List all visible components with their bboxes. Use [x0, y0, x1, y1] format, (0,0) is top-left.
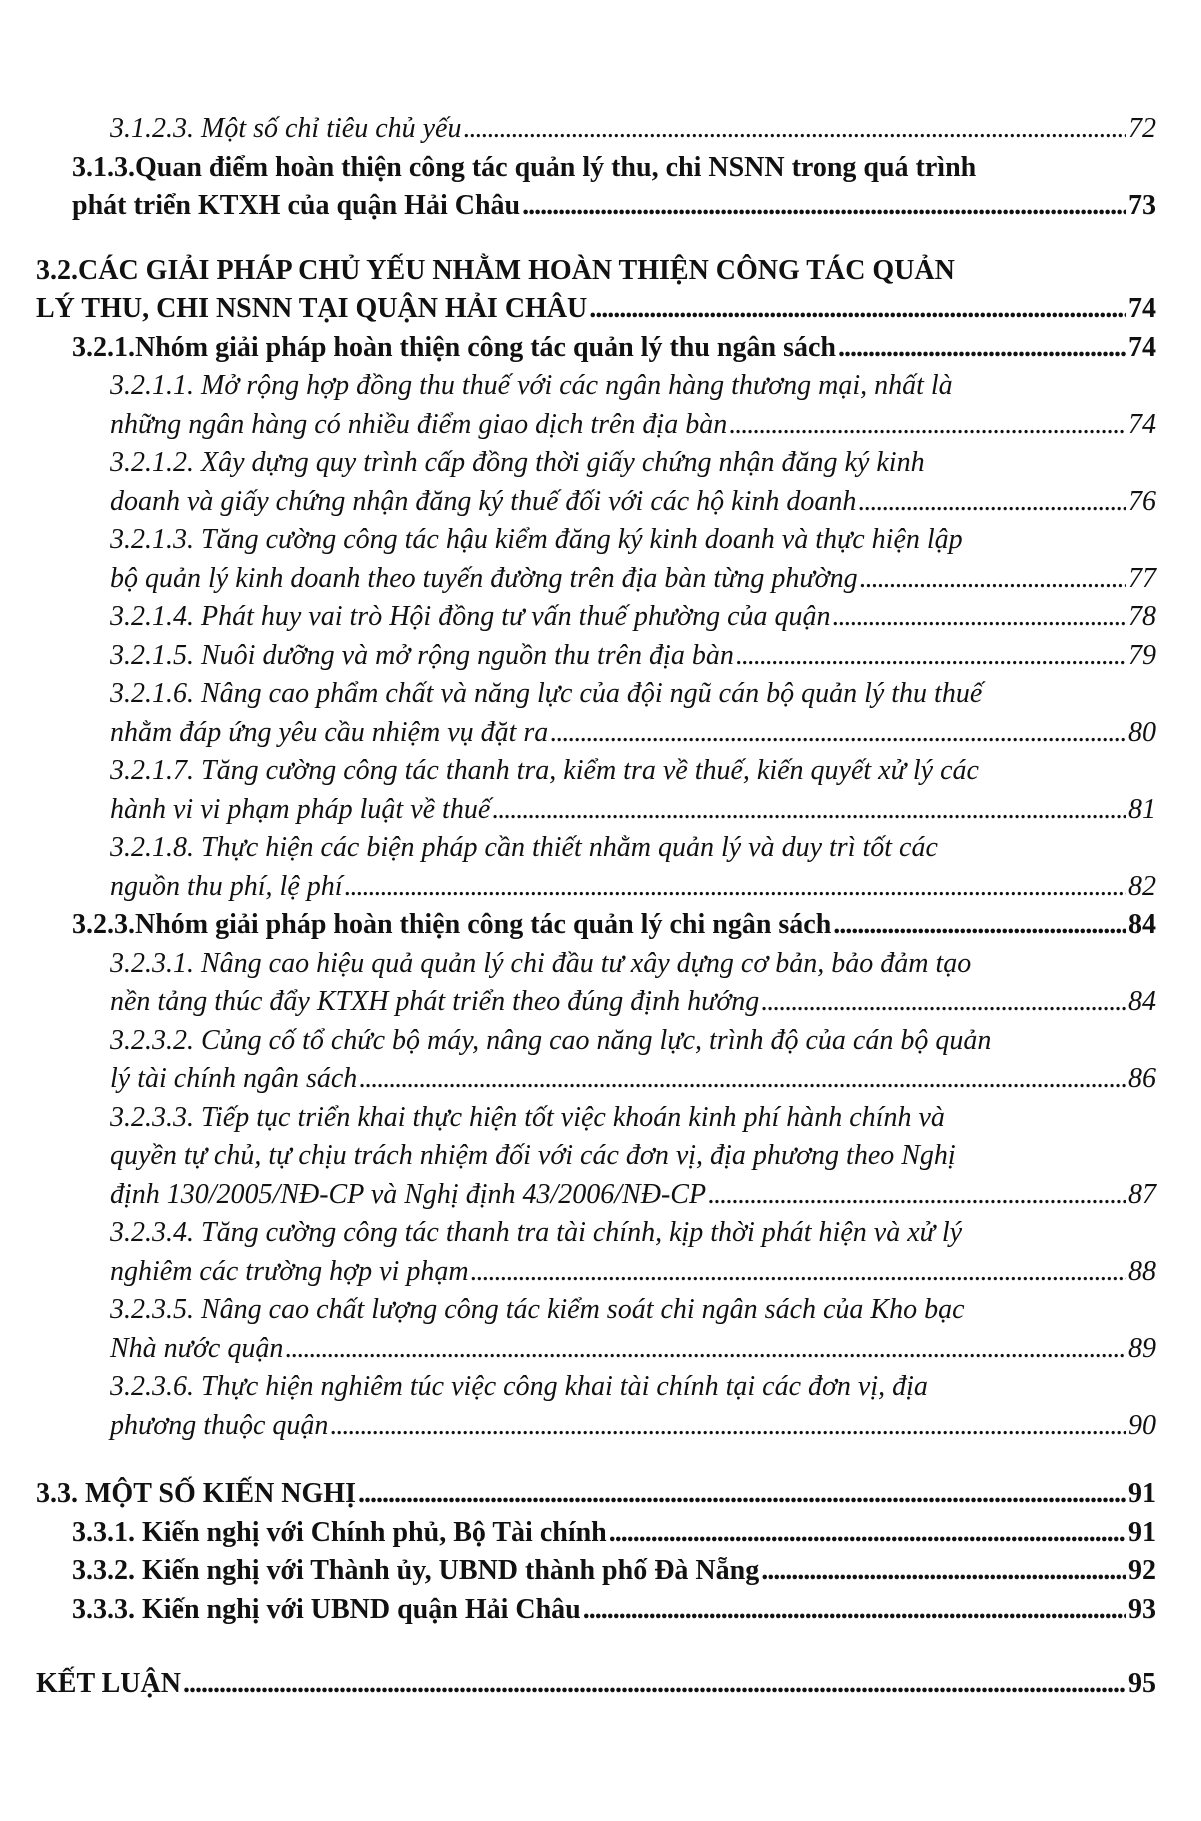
dot-leader [522, 187, 1126, 226]
toc-entry-row [110, 598, 1156, 637]
toc-entry-row [110, 1060, 1156, 1099]
toc-entry-row [36, 1665, 1156, 1704]
toc-page-number: 74 [1128, 293, 1156, 324]
toc-entry-row [72, 1591, 1156, 1630]
toc-page-number: 86 [1128, 1063, 1156, 1094]
toc-entry-row [110, 1330, 1156, 1369]
toc-entry-title-line: 3.2.3.1. Nâng cao hiệu quả quản lý chi đầu tư xây dựng cơ bản, bảo đảm tạo [110, 947, 972, 979]
toc-page-number: 79 [1128, 639, 1156, 671]
table-of-contents [36, 110, 1156, 1704]
toc-entry[interactable] [36, 110, 1156, 149]
toc-entry-row [72, 906, 1156, 945]
toc-entry-title: LÝ THU, CHI NSNN TẠI QUẬN HẢI CHÂU [36, 293, 588, 324]
toc-page-number: 80 [1128, 716, 1156, 748]
toc-page-number: 81 [1128, 793, 1156, 825]
toc-entry[interactable] [36, 1099, 1156, 1215]
toc-entry-row [110, 560, 1156, 599]
toc-entry-title: Nhà nước quận [110, 1332, 284, 1364]
toc-entry[interactable] [36, 906, 1156, 945]
toc-entry-row [110, 483, 1156, 522]
dot-leader [833, 906, 1126, 945]
toc-entry-title: 3.2.1.Nhóm giải pháp hoàn thiện công tác quản lý thu ngân sách [72, 331, 836, 363]
toc-page-number: 72 [1128, 113, 1156, 144]
toc-entry-row [110, 868, 1156, 907]
toc-page-number: 74 [1128, 408, 1156, 440]
toc-page-number: 89 [1128, 1332, 1156, 1364]
toc-entry[interactable] [36, 444, 1156, 521]
toc-entry[interactable] [36, 598, 1156, 637]
toc-entry-title: 3.3.3. Kiến nghị với UBND quận Hải Châu [72, 1593, 581, 1625]
toc-entry-title-line: 3.2.3.6. Thực hiện nghiêm túc việc công khai tài chính tại các đơn vị, địa [110, 1371, 928, 1402]
toc-entry-title-line: 3.1.3.Quan điểm hoàn thiện công tác quản lý thu, chi NSNN trong quá trình [72, 151, 977, 183]
dot-leader [583, 1591, 1126, 1630]
toc-entry-row [36, 290, 1156, 329]
toc-entry-title-line: 3.2.1.3. Tăng cường công tác hậu kiểm đăng ký kinh doanh và thực hiện lập [110, 524, 963, 555]
toc-entry-row [110, 791, 1156, 830]
toc-page-number: 84 [1128, 986, 1156, 1017]
toc-entry-title-line: quyền tự chủ, tự chịu trách nhiệm đối với các đơn vị, địa phương theo Nghị [110, 1140, 956, 1171]
toc-entry[interactable] [36, 1214, 1156, 1291]
toc-page-number: 91 [1128, 1516, 1156, 1548]
dot-leader [761, 983, 1126, 1022]
toc-entry-title-line: 3.2.3.4. Tăng cường công tác thanh tra tài chính, kịp thời phát hiện và xử lý [110, 1217, 963, 1248]
toc-entry-title: 3.2.3.Nhóm giải pháp hoàn thiện công tác quản lý chi ngân sách [72, 909, 832, 940]
toc-entry-title: định 130/2005/NĐ-CP và Nghị định 43/2006/NĐ-CP [110, 1178, 707, 1210]
toc-entry-title: nghiêm các trường hợp vi phạm [110, 1255, 469, 1287]
toc-entry-title-line: 3.2.1.8. Thực hiện các biện pháp cần thiết nhằm quản lý và duy trì tốt các [110, 832, 938, 863]
toc-page-number: 78 [1128, 601, 1156, 632]
toc-page-number: 95 [1128, 1668, 1156, 1699]
dot-leader [492, 791, 1126, 830]
dot-leader [761, 1552, 1126, 1591]
toc-entry-row [72, 329, 1156, 368]
toc-entry-row [36, 1475, 1156, 1514]
toc-entry[interactable] [36, 367, 1156, 444]
dot-leader [833, 598, 1126, 637]
toc-entry[interactable] [36, 829, 1156, 906]
toc-entry-title: 3.2.1.4. Phát huy vai trò Hội đồng tư vấn thuế phường của quận [110, 601, 831, 632]
toc-entry-title: những ngân hàng có nhiều điểm giao dịch trên địa bàn [110, 408, 728, 440]
toc-entry-title-line: 3.2.1.6. Nâng cao phẩm chất và năng lực của đội ngũ cán bộ quản lý thu thuế [110, 678, 983, 709]
dot-leader [860, 560, 1126, 599]
dot-leader [838, 329, 1126, 368]
toc-entry[interactable] [36, 329, 1156, 368]
toc-entry[interactable] [36, 1665, 1156, 1704]
dot-leader [471, 1253, 1126, 1292]
toc-entry-row [72, 1514, 1156, 1553]
toc-entry[interactable] [36, 149, 1156, 226]
toc-entry-title-line: 3.2.1.7. Tăng cường công tác thanh tra, kiểm tra về thuế, kiến quyết xử lý các [110, 755, 979, 786]
toc-entry-title: nền tảng thúc đẩy KTXH phát triển theo đúng định hướng [110, 986, 760, 1017]
toc-entry-row [110, 1176, 1156, 1215]
toc-entry-title: 3.3.1. Kiến nghị với Chính phủ, Bộ Tài chính [72, 1516, 607, 1548]
dot-leader [330, 1407, 1126, 1446]
toc-entry-title: hành vi vi phạm pháp luật về thuế [110, 793, 491, 825]
toc-entry[interactable] [36, 1591, 1156, 1630]
toc-entry-row [72, 1552, 1156, 1591]
dot-leader [609, 1514, 1126, 1553]
toc-entry[interactable] [36, 1552, 1156, 1591]
toc-page-number: 82 [1128, 870, 1156, 902]
toc-entry-title-line: 3.2.3.3. Tiếp tục triển khai thực hiện tốt việc khoán kinh phí hành chính và [110, 1101, 945, 1133]
toc-entry-title: bộ quản lý kinh doanh theo tuyến đường trên địa bàn từng phường [110, 562, 858, 594]
toc-entry-title: 3.3.2. Kiến nghị với Thành ủy, UBND thành phố Đà Nẵng [72, 1555, 760, 1586]
dot-leader [729, 406, 1126, 445]
toc-entry[interactable] [36, 752, 1156, 829]
toc-entry-title-line: 3.2.3.2. Củng cố tổ chức bộ máy, nâng cao năng lực, trình độ của cán bộ quản [110, 1024, 992, 1056]
dot-leader [463, 110, 1126, 149]
toc-page-number: 74 [1128, 331, 1156, 363]
toc-page-number: 88 [1128, 1255, 1156, 1287]
dot-leader [858, 483, 1126, 522]
dot-leader [708, 1176, 1126, 1215]
toc-page-number: 87 [1128, 1178, 1156, 1210]
toc-entry[interactable] [36, 1022, 1156, 1099]
toc-entry-title: 3.2.1.5. Nuôi dưỡng và mở rộng nguồn thu trên địa bàn [110, 639, 734, 671]
dot-leader [183, 1665, 1126, 1704]
toc-entry-row [110, 406, 1156, 445]
toc-entry-title: phát triển KTXH của quận Hải Châu [72, 190, 521, 221]
dot-leader [550, 714, 1126, 753]
toc-entry[interactable] [36, 1514, 1156, 1553]
toc-entry-row [110, 637, 1156, 676]
toc-page-number: 76 [1128, 485, 1156, 517]
toc-page-number: 73 [1128, 190, 1156, 221]
toc-entry-title: nhằm đáp ứng yêu cầu nhiệm vụ đặt ra [110, 716, 549, 748]
toc-entry[interactable] [36, 1368, 1156, 1445]
toc-entry-title: lý tài chính ngân sách [110, 1063, 358, 1094]
toc-entry-title-line: 3.2.1.1. Mở rộng hợp đồng thu thuế với các ngân hàng thương mại, nhất là [110, 370, 953, 401]
toc-entry-title: 3.3. MỘT SỐ KIẾN NGHỊ [36, 1478, 356, 1509]
toc-entry-title: doanh và giấy chứng nhận đăng ký thuế đối với các hộ kinh doanh [110, 485, 857, 517]
dot-leader [345, 868, 1126, 907]
toc-entry-title: phương thuộc quận [110, 1409, 329, 1441]
toc-entry-title-line: 3.2.3.5. Nâng cao chất lượng công tác kiểm soát chi ngân sách của Kho bạc [110, 1294, 965, 1325]
toc-entry[interactable] [36, 675, 1156, 752]
toc-entry[interactable] [36, 637, 1156, 676]
toc-entry-title: nguồn thu phí, lệ phí [110, 870, 343, 902]
toc-entry-row [110, 1407, 1156, 1446]
toc-entry[interactable] [36, 1475, 1156, 1514]
dot-leader [359, 1060, 1126, 1099]
toc-entry-row [110, 714, 1156, 753]
toc-entry[interactable] [36, 945, 1156, 1022]
toc-entry[interactable] [36, 521, 1156, 598]
toc-entry-row [110, 983, 1156, 1022]
toc-page-number: 93 [1128, 1593, 1156, 1625]
toc-page-number: 92 [1128, 1555, 1156, 1586]
toc-entry[interactable] [36, 252, 1156, 329]
dot-leader [358, 1475, 1126, 1514]
toc-entry-row [110, 1253, 1156, 1292]
dot-leader [589, 290, 1126, 329]
dot-leader [736, 637, 1126, 676]
dot-leader [285, 1330, 1126, 1369]
toc-entry-row [110, 110, 1156, 149]
toc-page-number: 77 [1128, 562, 1156, 594]
toc-entry-title: 3.1.2.3. Một số chỉ tiêu chủ yếu [110, 113, 462, 144]
toc-entry-row [72, 187, 1156, 226]
toc-page-number: 90 [1128, 1409, 1156, 1441]
toc-entry-title-line: 3.2.CÁC GIẢI PHÁP CHỦ YẾU NHẰM HOÀN THIỆN CÔNG TÁC QUẢN [36, 254, 955, 286]
toc-entry-title-line: 3.2.1.2. Xây dựng quy trình cấp đồng thời giấy chứng nhận đăng ký kinh [110, 447, 925, 478]
toc-page-number: 91 [1128, 1478, 1156, 1509]
toc-page-number: 84 [1128, 909, 1156, 940]
toc-entry[interactable] [36, 1291, 1156, 1368]
toc-entry-title: KẾT LUẬN [36, 1668, 181, 1699]
